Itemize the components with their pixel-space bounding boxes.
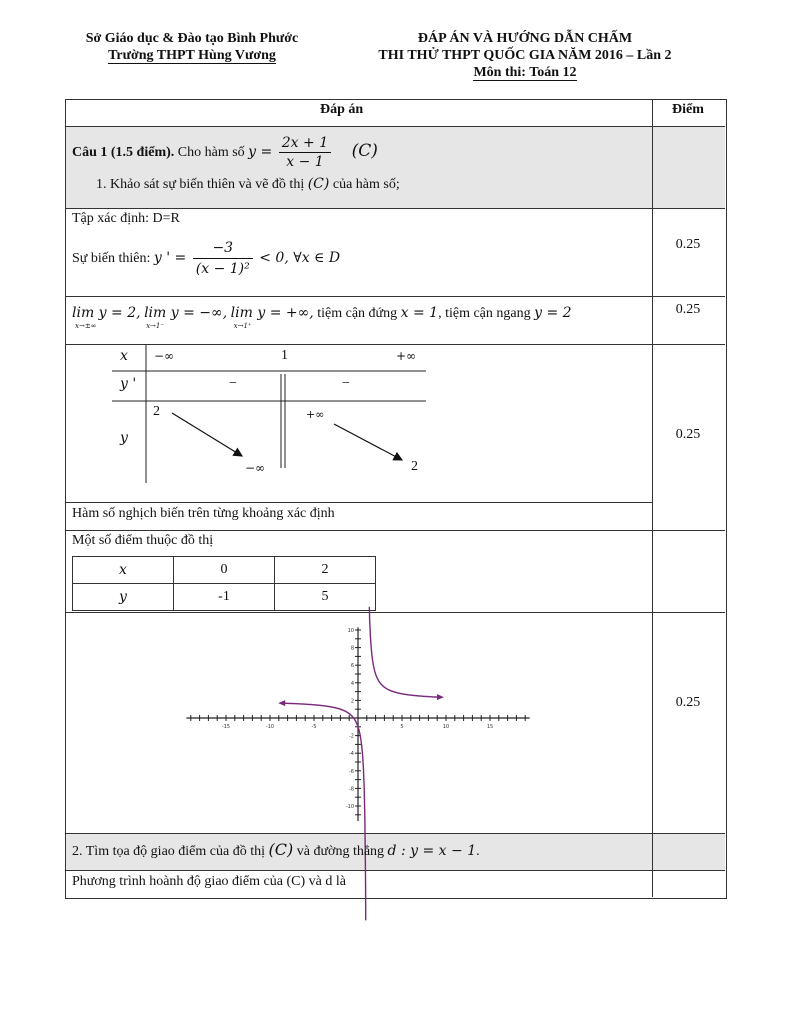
vt-x-label: x	[120, 348, 128, 364]
row-line	[65, 870, 725, 871]
exam-header	[330, 30, 720, 81]
x-tick-label: 5	[400, 724, 404, 730]
x-tick-label: 10	[442, 724, 450, 730]
limit-left-expr: lim y = −∞,	[144, 305, 228, 321]
derivative-line	[72, 236, 340, 281]
function-name: (C)	[351, 141, 378, 161]
vt-y-left-top: 2	[153, 404, 160, 419]
intersection-equation-text: Phương trình hoành độ giao điểm của (C) và d là	[72, 874, 346, 889]
vertical-asymptote-text: tiệm cận đứng	[317, 306, 398, 321]
points-y-label: y	[73, 584, 174, 611]
vt-y-right-top: +∞	[306, 408, 325, 421]
question1-intro: Cho hàm số	[177, 145, 245, 160]
limits-line	[72, 305, 572, 330]
x-tick-label: -10	[265, 724, 275, 730]
school-header	[62, 30, 322, 64]
vt-y-right-bottom: 2	[411, 459, 418, 474]
subtask-text: 1. Khảo sát sự biến thiên và vẽ đồ thị	[96, 177, 305, 192]
answer-column-header: Đáp án	[320, 102, 364, 117]
score-column-header: Điểm	[672, 102, 704, 117]
score-derivative: 0.25	[675, 237, 701, 252]
question2-score-shade	[653, 833, 725, 870]
question2-curve: (C)	[268, 840, 294, 859]
question2-line: d : y = x − 1	[387, 843, 477, 859]
subtask-curve: (C)	[307, 176, 330, 192]
document-title: ĐÁP ÁN VÀ HƯỚNG DẪN CHẤM	[417, 31, 633, 46]
y-tick-label: -8	[349, 786, 354, 793]
points-y-value: 5	[275, 584, 376, 611]
limit-infinity-sub: x→±∞	[75, 322, 97, 330]
points-x-value: 0	[173, 557, 274, 584]
domain-text: Tập xác định: D=R	[72, 211, 180, 226]
vt-yp-label: y '	[120, 376, 137, 392]
limit-right	[230, 305, 314, 330]
exam-title: THI THỬ THPT QUỐC GIA NĂM 2016 – Lần 2	[378, 48, 672, 63]
points-x-label: x	[73, 557, 174, 584]
points-title: Một số điểm thuộc đồ thị	[72, 533, 214, 548]
department-name: Sở Giáo dục & Đào tạo Bình Phước	[85, 31, 299, 46]
y-tick-label: -6	[349, 768, 354, 775]
limit-right-expr: lim y = +∞,	[230, 305, 314, 321]
score-graph: 0.25	[675, 695, 701, 710]
vt-yp-right-sign: −	[342, 376, 350, 391]
y-tick-label: 4	[350, 680, 354, 687]
question1-statement	[72, 131, 378, 173]
question2-text: 2. Tìm tọa độ giao điểm của đồ thị	[72, 844, 265, 859]
derivative-numerator: −3	[193, 238, 253, 259]
school-name	[62, 47, 322, 64]
limit-infinity-expr: lim y = 2,	[72, 305, 141, 321]
y-tick-label: 6	[350, 663, 354, 670]
question1-score-shade	[653, 126, 725, 208]
y-tick-label: -10	[345, 804, 354, 810]
row-line	[65, 208, 725, 209]
derivative-denominator: (x − 1)²	[195, 261, 250, 278]
horizontal-asymptote-eq: y = 2	[534, 305, 572, 321]
x-tick-label: 15	[486, 724, 494, 730]
row-line	[65, 296, 725, 297]
question2-statement	[72, 840, 480, 860]
vt-x-pos-inf: +∞	[396, 349, 417, 363]
derivative-label: Sự biến thiên:	[72, 251, 151, 266]
y-tick-label: -2	[349, 733, 354, 740]
points-table	[72, 556, 376, 611]
function-fraction	[279, 134, 331, 171]
school-name-text: Trường THPT Hùng Vương	[108, 48, 276, 63]
subject-line	[330, 64, 720, 81]
function-numerator: 2x + 1	[279, 134, 331, 153]
vt-y-left-bottom: −∞	[245, 461, 266, 475]
question2-mid: và đường thẳng	[296, 844, 385, 859]
score-variation: 0.25	[675, 427, 701, 442]
derivative-fraction	[193, 238, 253, 279]
subtask-tail: của hàm số;	[332, 177, 400, 192]
variation-conclusion: Hàm số nghịch biến trên từng khoảng xác định	[72, 506, 335, 521]
x-tick-label: -15	[221, 724, 231, 730]
row-line	[65, 530, 725, 531]
points-y-value: -1	[173, 584, 274, 611]
limit-right-sub: x→1⁺	[233, 322, 252, 330]
y-tick-label: 10	[347, 628, 354, 634]
row-line	[65, 612, 725, 613]
vt-x-neg-inf: −∞	[154, 349, 175, 363]
question1-subtask	[96, 176, 400, 193]
y-tick-label: 8	[350, 645, 354, 652]
row-line	[65, 344, 725, 345]
vt-yp-left-sign: −	[229, 376, 237, 391]
points-x-value: 2	[275, 557, 376, 584]
question1-title: Câu 1 (1.5 điểm).	[72, 145, 175, 160]
x-tick-label: -5	[311, 724, 317, 730]
score-limits: 0.25	[675, 302, 701, 317]
function-lhs: y =	[248, 144, 273, 160]
derivative-tail: < 0, ∀x ∈ D	[259, 250, 341, 266]
points-y-row	[73, 584, 376, 611]
score-column-divider	[652, 99, 653, 897]
vertical-asymptote-eq: x = 1	[400, 305, 439, 321]
subject-text: Môn thi: Toán 12	[473, 65, 577, 80]
limit-infinity	[72, 305, 141, 330]
question2-end: .	[476, 844, 480, 859]
limit-left-sub: x→1⁻	[146, 322, 165, 330]
row-line	[65, 502, 653, 503]
y-tick-label: 2	[350, 698, 354, 705]
row-line	[65, 833, 725, 834]
points-x-row	[73, 557, 376, 584]
vt-y-label: y	[120, 430, 128, 446]
function-denominator: x − 1	[286, 154, 324, 171]
vt-x-one: 1	[281, 348, 288, 363]
y-tick-label: -4	[349, 751, 354, 758]
horizontal-asymptote-text: , tiệm cận ngang	[438, 306, 531, 321]
row-line	[65, 126, 725, 127]
derivative-lhs: y ' =	[153, 250, 187, 266]
limit-left	[144, 305, 228, 330]
